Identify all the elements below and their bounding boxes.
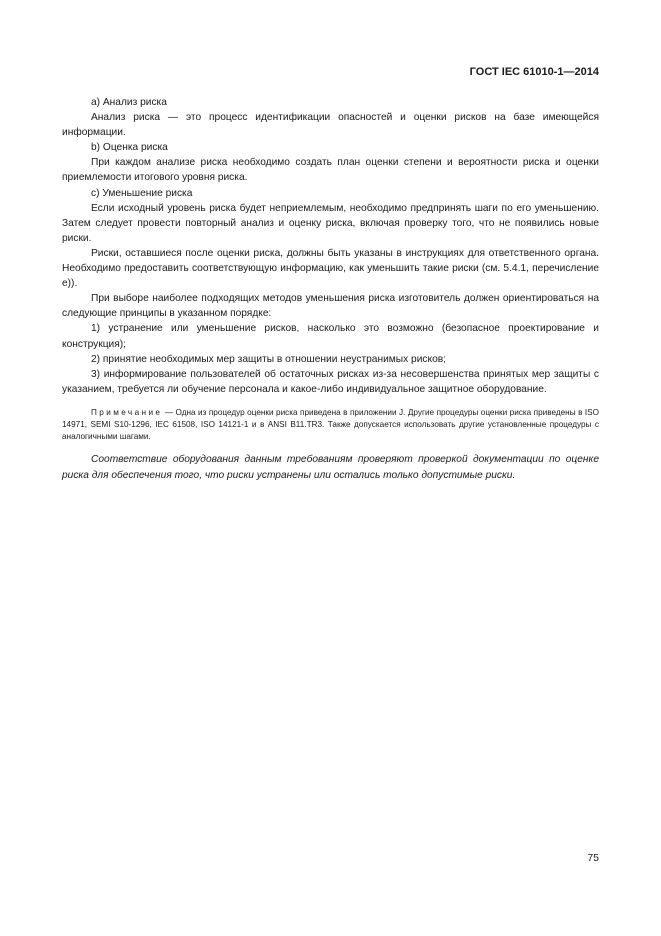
list-item-1: 1) устранение или уменьшение рисков, насколько это возможно (безопасное проектирование и конструкция); — [62, 323, 599, 350]
standard-header: ГОСТ IEC 61010-1—2014 — [469, 66, 599, 78]
note-label: Примечание — [91, 407, 163, 417]
document-body — [62, 95, 599, 483]
list-item-3: 3) информирование пользователей об остаточных рисках из-за несовершенства принятых мер защиты с указанием, требуется ли обучение персонала и какое-либо индивидуальное защитное оборудование. — [62, 368, 599, 395]
paragraph: Анализ риска — это процесс идентификации опасностей и оценки рисков на базе имеющейся информации. — [62, 112, 599, 139]
note — [62, 407, 599, 444]
list-item-2: 2) принятие необходимых мер защиты в отношении неустранимых рисков; — [91, 353, 446, 365]
paragraph: Если исходный уровень риска будет неприемлемым, необходимо предпринять шаги по его уменьшению. Затем следует провести повторный анализ и оценку риска, включая проверку того, что не появились новые риски. — [62, 202, 599, 244]
item-b-heading: b) Оценка риска — [91, 142, 168, 154]
page-number: 75 — [587, 852, 599, 864]
paragraph: При выборе наиболее подходящих методов уменьшения риска изготовитель должен ориентироваться на следующие принципы в указанном порядке: — [62, 293, 599, 320]
item-c-heading: c) Уменьшение риска — [91, 187, 193, 199]
paragraph: При каждом анализе риска необходимо создать план оценки степени и вероятности риска и оценки приемлемости итогового уровня риска. — [62, 157, 599, 184]
note-text: — Одна из процедур оценки риска приведена в приложении J. Другие процедуры оценки риска приведены в ISO 14971, SEMI S10-1296, IEC 61508, ISO 14121-1 и в ANSI B11.TR3. Также допускается использовать другие установленные процедуры с аналогичными шагами. — [62, 407, 599, 442]
paragraph: Риски, оставшиеся после оценки риска, должны быть указаны в инструкциях для ответственного органа. Необходимо предоставить соответствующую информацию, как уменьшить такие риски (см. 5.4.1, перечисление е)). — [62, 247, 599, 290]
item-a-heading: a) Анализ риска — [91, 97, 167, 108]
compliance-statement: Соответствие оборудования данным требованиям проверяют проверкой документации по оценке риска для обеспечения того, что риски устранены или остались только допустимые риски. — [62, 454, 599, 481]
